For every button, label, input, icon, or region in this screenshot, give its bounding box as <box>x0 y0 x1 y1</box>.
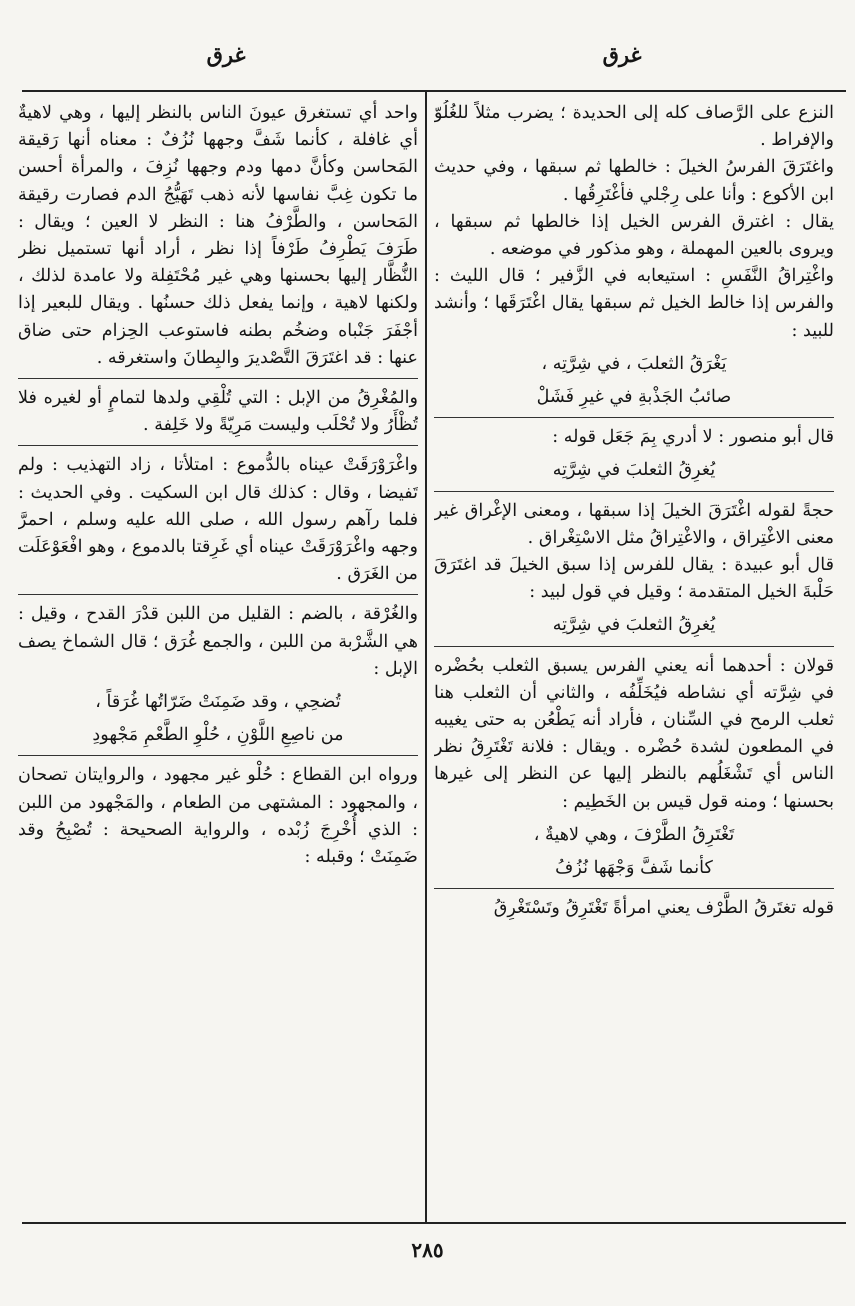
bottom-rule <box>22 1222 846 1224</box>
paragraph-separator <box>18 378 418 379</box>
verse-line: يُغرِقُ الثعلبَ في شِرَّتِه <box>552 615 716 636</box>
paragraph: واغْرَوْرَقَتْ عيناه بالدُّموع : امتلأتا ، زاد التهذيب : ولم تَفيضا ، وقال : كذلك قال ابن السكيت . وفي الحديث : فلما رآهم رسول الله ، صلى الله عليه وسلم ، احمرَّ وجهه واغْرَوْرَقَتْ عيناه أي غَرِقتا بالدموع ، وهو افْعَوْعَلَت من الغَرَق . <box>18 455 418 585</box>
paragraph-separator <box>18 445 418 446</box>
paragraph: واحد أي تستغرق عيونَ الناس بالنظر إليها ، وهي لاهيةٌ أي غافلة ، كأنما شَفَّ وجهها نُزُفٌ : معناه أنها رَقيقة المَحاسن وكأنَّ دمها ودم وجهها نُزِفَ ، والمرأة أحسن ما تكون غِبَّ نفاسها لأنه ذهب تَهَيُّجُ الدم فصارت رقيقة المَحاسن ، والطَّرْفُ هنا : النظر لا العين ؛ ويقال : طَرَفَ يَطْرِفُ طَرْفاً إذا نظر ، أراد أنها تستميل نظر النُّظَّار إليها بحسنها وهي غير مُحْتَفِلة ولا عامدة لذلك ، ولكنها لاهية ، وإنما يفعل ذلك حسنُها . ويقال للبعير إذا أجْفَرَ جَنْباه وضخُم بطنه فاستوعب الحِزام حتى ضاق عنها : قد اغتَرَقَ التَّصْديرَ والبِطانَ واستغرقه . <box>18 103 418 368</box>
right-column <box>434 100 834 1215</box>
paragraph: والمُغْرِقُ من الإبل : التي تُلْقِي ولدها لتمامٍ أو لغيره فلا تُظْأَرُ ولا تُحْلَب وليست مَرِيّةً ولا خَلِفة . <box>18 388 418 436</box>
paragraph: يقال : اغترق الفرس الخيل إذا خالطها ثم سبقها ، ويروى بالعين المهملة ، وهو مذكور في موضعه . <box>434 211 834 260</box>
top-rule <box>22 90 846 92</box>
paragraph-separator <box>434 491 834 492</box>
paragraph: قال أبو منصور : لا أدري بِمَ جَعَل قوله : <box>552 427 834 448</box>
verse-line: يَغْرَقُ الثعلبَ ، في شِرَّتِه ، <box>541 353 727 374</box>
paragraph: ورواه ابن القطاع : حُلْو غير مجهود ، والروايتان تصحان ، والمجهود : المشتهى من الطعام ، والمَجْهود من اللبن : الذي أُخْرِجَ زُبْده ، والرواية الصحيحة : تُصْبِحُ وقد ضَمِنَتْ ؛ وقبله : <box>18 765 418 868</box>
verse-line: كأنما شَفَّ وَجْهَها نُزُفُ <box>555 858 713 879</box>
paragraph: واغْتِراقُ النَّفَسِ : استيعابه في الزَّفير ؛ قال الليث : والفرس إذا خالط الخيل ثم سبقها يقال اغْتَرَقَها ؛ وأنشد للبيد : <box>434 266 834 341</box>
paragraph-separator <box>434 646 834 647</box>
paragraph: حجةً لقوله اغْتَرَقَ الخيلَ إذا سبقها ، ومعنى الإغْراق غير معنى الاغْتِراق ، والاغْتِراقُ مثل الاسْتِغْراق . <box>434 500 834 548</box>
paragraph: النزع على الرَّصاف كله إلى الحديدة ؛ يضرب مثلاً للغُلُوّ والإفراط . <box>434 103 834 151</box>
verse-line: صائبُ الجَذْبةِ في غيرِ فَشَلْ <box>536 387 732 408</box>
running-head-left: غرق <box>206 42 246 67</box>
paragraph-separator <box>434 417 834 418</box>
paragraph: والغُرْقة ، بالضم : القليل من اللبن قدْرَ القدح ، وقيل : هي الشَّرْبة من اللبن ، والجمع غُرَق ؛ قال الشماخ يصف الإبل : <box>18 604 418 679</box>
page-number: ٢٨٥ <box>411 1238 444 1262</box>
verse-line: تُضحِي ، وقد ضَمِنَتْ ضَرّاتُها غُرَقاً ، <box>95 692 341 713</box>
verse-line: يُغرِقُ الثعلبَ في شِرَّتِه <box>552 460 716 481</box>
paragraph: قولان : أحدهما أنه يعني الفرس يسبق الثعلب بحُضْره في شِرَّته أي نشاطه فيُخَلِّفُه ، والثاني أن الثعلب هنا ثعلب الرمح في السِّنان ، فأراد أنه يَطْعُن به حتى يغيبه في المطعون لشدة حُضْره . ويقال : فلانة تَغْتَرِقُ نظر الناس أي تَشْغَلُهم بالنظر إليها عن النظر إلى غيرها بحسنها ؛ ومنه قول قيس بن الخَطِيم : <box>434 655 834 812</box>
paragraph: واغتَرَقَ الفرسُ الخيلَ : خالطها ثم سبقها ، وفي حديث ابن الأكوع : وأنا على رِجْلي فأغْتَرِقُها . <box>434 157 834 205</box>
paragraph: قوله تغتَرقُ الطَّرْف يعني امرأةً تَغْتَرِقُ وتَسْتَغْرِقُ <box>493 898 834 919</box>
paragraph-separator <box>18 755 418 756</box>
verse-line: من ناصِعِ اللَّوْنِ ، حُلْوِ الطَّعْمِ مَجْهودِ <box>92 725 344 746</box>
paragraph: قال أبو عبيدة : يقال للفرس إذا سبق الخيلَ قد اغتَرَقَ حَلْبةَ الخيل المتقدمة ؛ وقيل في قول لبيد : <box>434 555 834 603</box>
paragraph-separator <box>18 594 418 595</box>
running-head-right: غرق <box>602 42 642 67</box>
left-column <box>18 100 418 1215</box>
paragraph-separator <box>434 888 834 889</box>
verse-line: تَغْتَرِقُ الطَّرْفَ ، وهي لاهيةٌ ، <box>533 824 735 845</box>
column-divider <box>425 92 427 1222</box>
